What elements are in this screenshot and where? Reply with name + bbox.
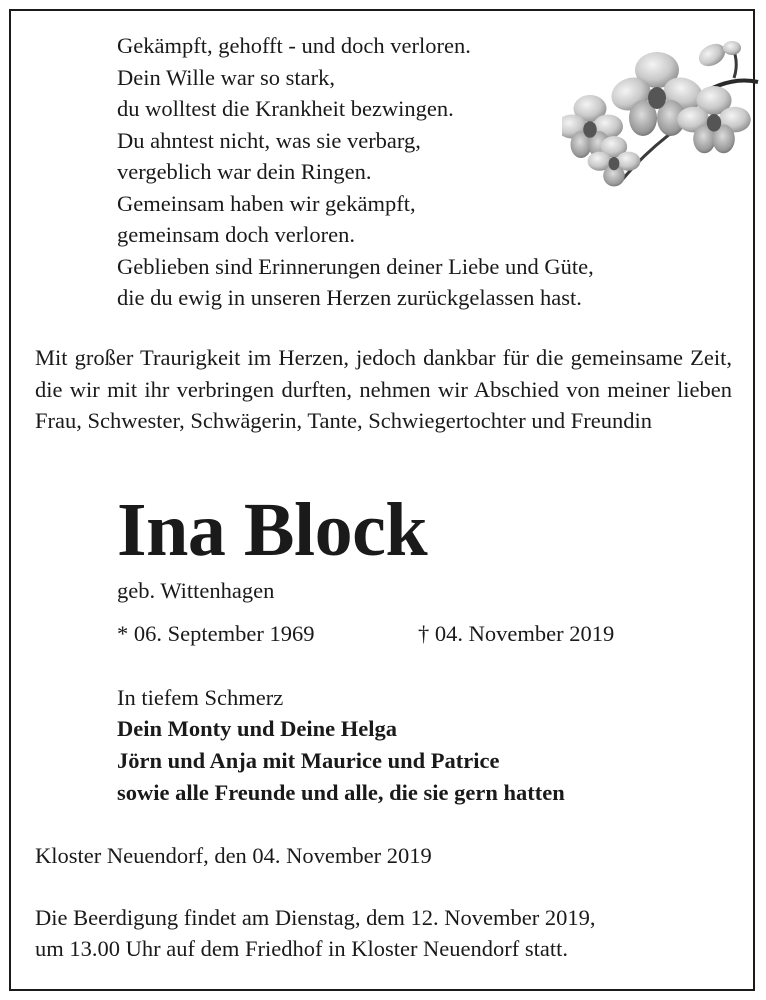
poem-line: Du ahntest nicht, was sie verbarg, xyxy=(117,127,421,153)
poem-line: Gekämpft, gehofft - und doch verloren. xyxy=(117,33,471,58)
intro-text: Mit großer Traurigkeit im Herzen, jedoch dankbar für die gemeinsame Zeit, die wir mit ihr verbringen durften, nehmen wir Abschied von meiner lieben Frau, Schwester, Schwägerin, Tante, Schwiegertochter und Freundin xyxy=(35,345,732,433)
poem-line: gemeinsam doch verloren. xyxy=(117,222,356,247)
poem-line: Dein Wille war so stark, xyxy=(117,64,336,90)
funeral-line: Die Beerdigung findet am Dienstag, dem 12. November 2019, xyxy=(35,905,596,930)
poem xyxy=(117,30,594,314)
mourner-line: sowie alle Freunde und alle, die sie gern hatten xyxy=(117,780,565,805)
deceased-name: Ina Block xyxy=(117,488,428,572)
poem-line: du wolltest die Krankheit bezwingen. xyxy=(117,96,454,121)
mourners-intro: In tiefem Schmerz xyxy=(117,685,284,710)
poem-line: Gemeinsam haben wir gekämpft, xyxy=(117,190,416,216)
death-date: † 04. November 2019 xyxy=(418,621,615,646)
mourner-line: Dein Monty und Deine Helga xyxy=(117,716,398,741)
poem-line: vergeblich war dein Ringen. xyxy=(117,159,372,184)
birth-date: * 06. September 1969 xyxy=(117,621,315,646)
place-date: Kloster Neuendorf, den 04. November 2019 xyxy=(35,843,432,868)
maiden-name: geb. Wittenhagen xyxy=(117,578,275,603)
poem-line: die du ewig in unseren Herzen zurückgelassen hast. xyxy=(117,285,582,310)
mourner-line: Jörn und Anja mit Maurice und Patrice xyxy=(117,748,500,773)
orchid-icon xyxy=(562,30,762,200)
funeral-line: um 13.00 Uhr auf dem Friedhof in Kloster Neuendorf statt. xyxy=(35,936,569,961)
poem-line: Geblieben sind Erinnerungen deiner Liebe und Güte, xyxy=(117,253,594,279)
